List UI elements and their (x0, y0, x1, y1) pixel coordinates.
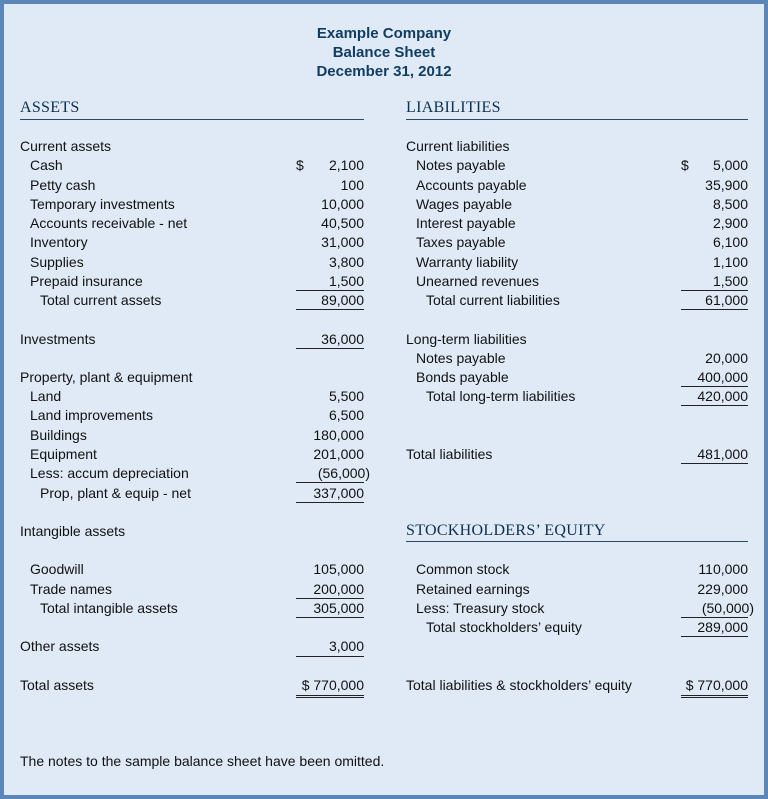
intangible-subtotal-rule (296, 598, 364, 599)
current-assets-heading: Current assets (20, 138, 112, 154)
wages-payable-label: Wages payable (416, 196, 512, 212)
total-liabilities-equity-value: $ 770,000 (685, 677, 748, 693)
total-current-liabilities-value: 61,000 (705, 292, 748, 308)
retained-earnings-value: 229,000 (697, 581, 748, 597)
lt-liabilities-total-rule (681, 405, 748, 406)
unearned-revenues-value: 1,500 (712, 273, 748, 289)
equity-heading-rule (406, 541, 748, 542)
ppe-subtotal-rule (296, 482, 364, 483)
intangible-assets-heading: Intangible assets (20, 523, 126, 539)
total-lt-liabilities-value: 420,000 (697, 388, 748, 404)
land-value: 5,500 (328, 388, 364, 404)
treasury-stock-label: Less: Treasury stock (416, 600, 545, 616)
liabilities-heading-rule (406, 119, 748, 120)
cash-value: 2,100 (328, 157, 364, 173)
investments-rule (296, 348, 364, 349)
wages-payable-value: 8,500 (712, 196, 748, 212)
interest-payable-label: Interest payable (416, 215, 516, 231)
liabilities-heading: LIABILITIES (406, 99, 501, 116)
total-current-assets-label: Total current assets (40, 292, 162, 308)
prepaid-insurance-value: 1,500 (328, 273, 364, 289)
retained-earnings-label: Retained earnings (416, 581, 530, 597)
investments-value: 36,000 (321, 331, 364, 347)
total-equity-label: Total stockholders’ equity (426, 619, 582, 635)
total-intangible-label: Total intangible assets (40, 600, 178, 616)
other-assets-value: 3,000 (328, 638, 364, 654)
accounts-payable-value: 35,900 (705, 177, 748, 193)
inventory-value: 31,000 (321, 234, 364, 250)
long-term-liabilities-heading: Long-term liabilities (406, 331, 527, 347)
land-label: Land (30, 388, 62, 404)
company-name: Example Company (316, 25, 452, 42)
unearned-revenues-label: Unearned revenues (416, 273, 539, 289)
total-liabilities-rule (681, 463, 748, 464)
total-assets-label: Total assets (20, 677, 94, 693)
lt-liabilities-subtotal-rule (681, 386, 748, 387)
total-assets-rule (296, 695, 364, 696)
common-stock-label: Common stock (416, 561, 510, 577)
interest-payable-value: 2,900 (712, 215, 748, 231)
goodwill-label: Goodwill (30, 561, 84, 577)
document-date: December 31, 2012 (316, 63, 452, 80)
accounts-receivable-value: 40,500 (321, 215, 364, 231)
inventory-label: Inventory (30, 234, 88, 250)
ppe-net-value: 337,000 (313, 485, 364, 501)
supplies-value: 3,800 (328, 254, 364, 270)
equity-total-rule (681, 636, 748, 637)
goodwill-value: 105,000 (313, 561, 364, 577)
accum-depreciation-value: (56,000) (317, 465, 370, 481)
other-assets-label: Other assets (20, 638, 100, 654)
total-liabilities-equity-rule (681, 695, 748, 696)
current-assets-subtotal-rule (296, 290, 364, 291)
common-stock-value: 110,000 (698, 561, 748, 577)
total-current-assets-value: 89,000 (321, 292, 364, 308)
total-current-liabilities-label: Total current liabilities (426, 292, 560, 308)
land-improvements-value: 6,500 (328, 407, 364, 423)
cash-dollar: $ (296, 157, 304, 173)
notes-payable-label: Notes payable (416, 157, 506, 173)
taxes-payable-label: Taxes payable (416, 234, 506, 250)
total-liabilities-equity-label: Total liabilities & stockholders’ equity (406, 677, 632, 693)
total-equity-value: 289,000 (697, 619, 748, 635)
equity-subtotal-rule (681, 617, 748, 618)
lt-notes-payable-value: 20,000 (705, 350, 748, 366)
warranty-liability-value: 1,100 (712, 254, 748, 270)
lt-notes-payable-label: Notes payable (416, 350, 506, 366)
bonds-payable-value: 400,000 (697, 369, 748, 385)
petty-cash-label: Petty cash (30, 177, 96, 193)
temporary-investments-label: Temporary investments (30, 196, 175, 212)
notes-payable-value: 5,000 (712, 157, 748, 173)
trade-names-value: 200,000 (313, 581, 364, 597)
investments-label: Investments (20, 331, 96, 347)
current-assets-total-rule (296, 309, 364, 310)
current-liabilities-heading: Current liabilities (406, 138, 510, 154)
current-liabilities-total-rule (681, 309, 748, 310)
accounts-receivable-label: Accounts receivable - net (30, 215, 188, 231)
accounts-payable-label: Accounts payable (416, 177, 527, 193)
land-improvements-label: Land improvements (30, 407, 153, 423)
equity-heading: STOCKHOLDERS’ EQUITY (406, 522, 606, 539)
total-assets-double-rule (296, 697, 364, 698)
total-intangible-value: 305,000 (313, 600, 364, 616)
total-liabilities-value: 481,000 (697, 446, 748, 462)
total-liabilities-label: Total liabilities (406, 446, 493, 462)
buildings-value: 180,000 (313, 427, 364, 443)
assets-heading: ASSETS (20, 99, 80, 116)
accum-depreciation-label: Less: accum depreciation (30, 465, 189, 481)
total-lt-liabilities-label: Total long-term liabilities (426, 388, 576, 404)
ppe-total-rule (296, 502, 364, 503)
total-liabilities-equity-double-rule (681, 697, 748, 698)
taxes-payable-value: 6,100 (712, 234, 748, 250)
total-assets-value: $ 770,000 (301, 677, 364, 693)
notes-payable-dollar: $ (681, 157, 689, 173)
bonds-payable-label: Bonds payable (416, 369, 509, 385)
prepaid-insurance-label: Prepaid insurance (30, 273, 143, 289)
current-liabilities-subtotal-rule (681, 290, 748, 291)
supplies-label: Supplies (30, 254, 84, 270)
footer-note: The notes to the sample balance sheet have been omitted. (20, 753, 385, 769)
equipment-label: Equipment (30, 446, 97, 462)
assets-heading-rule (20, 119, 364, 120)
other-assets-rule (296, 656, 364, 657)
buildings-label: Buildings (30, 427, 87, 443)
treasury-stock-value: (50,000) (701, 600, 754, 616)
warranty-liability-label: Warranty liability (416, 254, 519, 270)
ppe-heading: Property, plant & equipment (20, 369, 193, 385)
temporary-investments-value: 10,000 (321, 196, 364, 212)
intangible-total-rule (296, 617, 364, 618)
cash-label: Cash (30, 157, 63, 173)
ppe-net-label: Prop, plant & equip - net (40, 485, 191, 501)
petty-cash-value: 100 (340, 177, 364, 193)
equipment-value: 201,000 (313, 446, 364, 462)
trade-names-label: Trade names (30, 581, 112, 597)
document-title: Balance Sheet (332, 44, 436, 61)
